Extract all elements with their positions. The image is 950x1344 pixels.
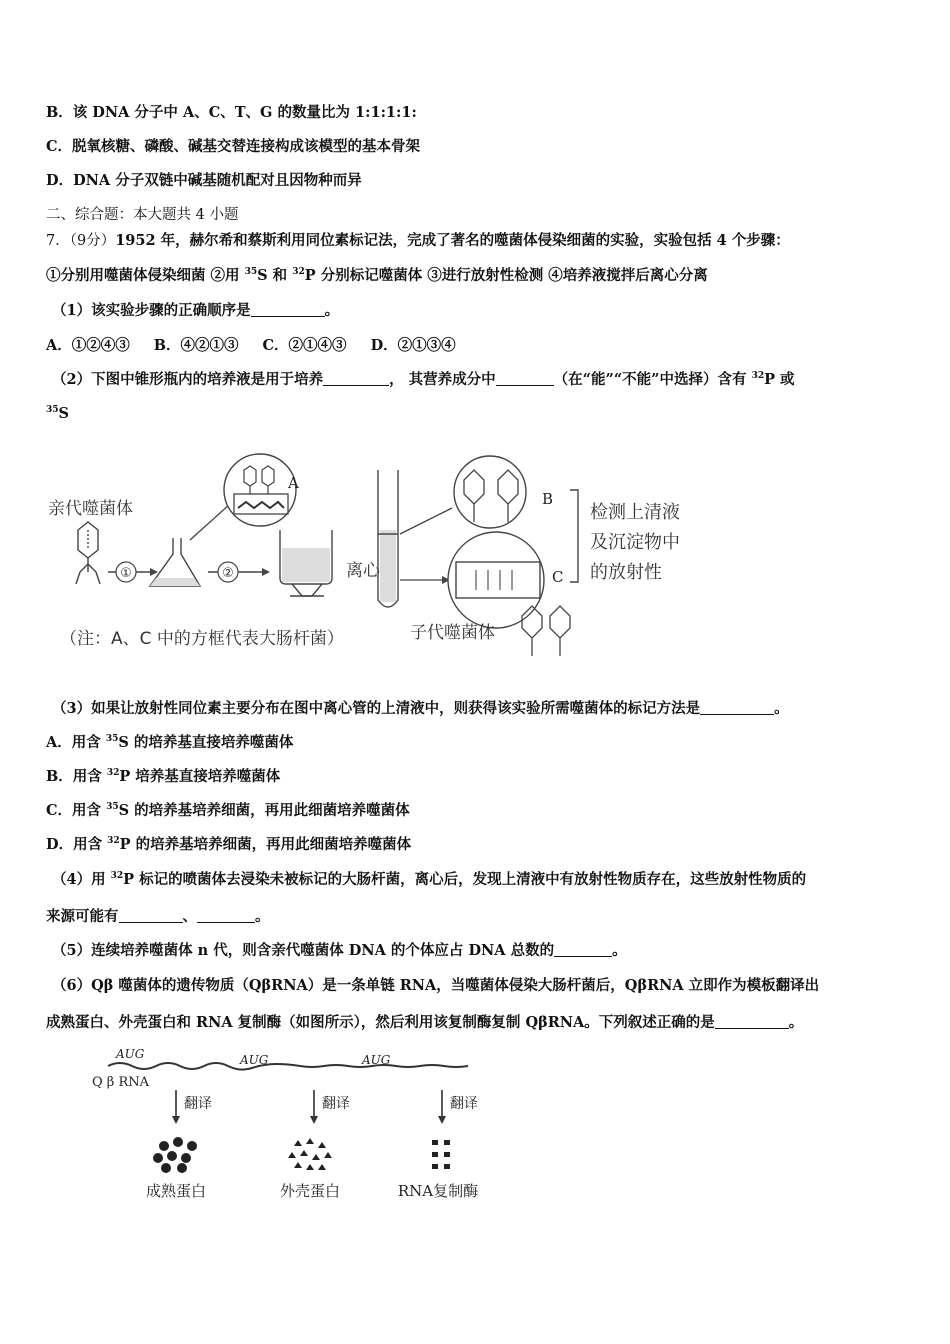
arrow-to-b: [400, 508, 452, 534]
bracket: [570, 490, 578, 582]
circle-c: [448, 532, 544, 628]
p3-option-a: [46, 733, 293, 753]
part6-b: 成熟蛋白、外壳蛋白和 RNA 复制酶（如图所示），然后利用该复制酶复制 QβRNA。下列叙述正确的是: [46, 1014, 715, 1031]
steps-c: P 分别标记噬菌体 ③进行放射性检测 ④培养液搅拌后离心分离: [304, 267, 708, 284]
steps-a: ①分别用噬菌体侵染细菌 ②用: [46, 267, 245, 284]
part4-sup: 32: [110, 871, 124, 881]
q7-part3: [52, 699, 789, 719]
part4-end: 。: [255, 908, 270, 925]
label-b: B: [542, 490, 554, 508]
arrow-2-head: [262, 568, 270, 576]
part6-blank[interactable]: [715, 1014, 789, 1029]
p3-option-b: [46, 767, 280, 787]
q7-part5: [52, 941, 627, 961]
codon-2: AUG: [240, 1053, 269, 1067]
q7-steps: [46, 266, 708, 286]
translate-arrowhead-3: [438, 1116, 446, 1124]
circle-a: [224, 454, 296, 526]
part2-b: ， 其营养成分中: [389, 371, 496, 388]
p1-option-a: A．①②④③: [46, 337, 130, 354]
p3-option-c: [46, 801, 410, 821]
replicase-squares: [432, 1140, 450, 1169]
part4-sep: 、: [182, 908, 197, 925]
p3-c-pre: C．用含: [46, 802, 107, 819]
part2-blank2[interactable]: [496, 371, 554, 386]
qbeta-translation-figure: [88, 1042, 508, 1207]
part3-text: （3）如果让放射性同位素主要分布在图中离心管的上清液中，则获得该实验所需噬菌体的标记方法是: [52, 700, 701, 717]
part4-c: 来源可能有: [46, 908, 119, 925]
p3-d-sup: 32: [107, 836, 120, 846]
p1-option-c: C．②①④③: [262, 337, 347, 354]
translate-label-3: 翻译: [450, 1096, 478, 1112]
p3-d-post: P 的培养基培养细菌，再用此细菌培养噬菌体: [119, 836, 412, 853]
arrow-to-a: [190, 504, 230, 540]
label-c: C: [552, 568, 564, 586]
p1-option-d: D．②①③④: [370, 337, 456, 354]
q7-part4-cont: [46, 907, 270, 927]
q7-part6-cont: [46, 1013, 803, 1033]
translate-label-1: 翻译: [184, 1096, 212, 1112]
p3-b-pre: B．用含: [46, 768, 107, 785]
q7-part6: （6）Qβ 噬菌体的遗传物质（QβRNA）是一条单链 RNA，当噬菌体侵染大肠杆菌后，QβRNA 立即作为模板翻译出: [52, 977, 820, 994]
part2-c: （在“能”“不能”中选择）含有: [553, 371, 752, 388]
product-coat-protein: 外壳蛋白: [279, 1182, 341, 1200]
detect-line-1: 检测上清液: [590, 502, 680, 523]
part2-d: P 或: [764, 371, 795, 388]
steps-b: S 和: [257, 267, 293, 284]
parent-phage-icon: [76, 522, 100, 584]
codon-3: AUG: [362, 1053, 391, 1067]
part1-end: 。: [324, 302, 340, 319]
part6-end: 。: [788, 1014, 804, 1031]
product-mature-protein: 成熟蛋白: [145, 1182, 207, 1200]
translate-arrowhead-2: [310, 1116, 318, 1124]
q7-part2: [52, 370, 795, 390]
part4-a: （4）用: [52, 871, 111, 888]
centrifuge-label: 离心: [346, 561, 380, 581]
part2-sup2: 35: [46, 405, 59, 415]
p3-b-post: P 培养基直接培养噬菌体: [119, 768, 281, 785]
steps-sup-p: 32: [292, 267, 305, 277]
part1-text: （1）该实验步骤的正确顺序是: [52, 302, 251, 319]
translate-arrowhead-1: [172, 1116, 180, 1124]
part2-a: （2）下图中锥形瓶内的培养液是用于培养: [52, 371, 324, 388]
part4-blank1[interactable]: [119, 908, 183, 923]
offspring-label: 子代噬菌体: [410, 623, 495, 643]
q7-stem: [46, 231, 790, 251]
test-tube-icon: [378, 470, 398, 607]
mature-protein-dots: [153, 1137, 197, 1173]
label-a: A: [288, 474, 299, 492]
q7-part4: [52, 870, 806, 890]
parent-phage-label: 亲代噬菌体: [48, 499, 133, 519]
q7-stem-text: 1952 年，赫尔希和蔡斯利用同位素标记法，完成了著名的噬菌体侵染细菌的实验，实验包括 4 个步骤：: [115, 232, 790, 249]
p3-c-sup: 35: [106, 802, 119, 812]
detect-line-3: 的放射性: [590, 562, 662, 583]
phage-experiment-figure: [40, 450, 720, 670]
coat-protein-triangles: [288, 1138, 332, 1170]
q7-part2-cont: [46, 404, 69, 424]
part3-blank[interactable]: [700, 700, 774, 715]
part5-text: （5）连续培养噬菌体 n 代，则含亲代噬菌体 DNA 的个体应占 DNA 总数的: [52, 942, 555, 959]
section-title: 二、综合题：本大题共 4 小题: [46, 207, 239, 223]
q7-number: 7．（9分）: [46, 233, 116, 249]
p3-d-pre: D．用含: [46, 836, 108, 853]
part5-end: 。: [612, 942, 627, 959]
translate-label-2: 翻译: [322, 1096, 350, 1112]
rna-label: Q β RNA: [92, 1075, 149, 1090]
note-label: （注：A、C 中的方框代表大肠杆菌）: [60, 629, 344, 649]
p1-option-b: B．④②①③: [153, 337, 239, 354]
p3-option-d: [46, 835, 411, 855]
p3-a-post: S 的培养基直接培养噬菌体: [118, 734, 294, 751]
option-b: B．该 DNA 分子中 A、C、T、G 的数量比为 1:1:1:1:: [46, 104, 417, 121]
part2-blank1[interactable]: [323, 371, 389, 386]
arrow-1-head: [150, 568, 158, 576]
circle-b: [454, 456, 526, 528]
p3-b-sup: 32: [106, 768, 120, 778]
p3-c-post: S 的培养基培养细菌，再用此细菌培养噬菌体: [118, 802, 410, 819]
p3-a-pre: A．用含: [46, 734, 106, 751]
detect-line-2: 及沉淀物中: [590, 532, 680, 553]
rna-strand: [108, 1063, 468, 1070]
p3-a-sup: 35: [105, 734, 119, 744]
part3-end: 。: [774, 700, 789, 717]
part4-blank2[interactable]: [197, 908, 255, 923]
part5-blank[interactable]: [554, 942, 612, 957]
part1-blank[interactable]: [251, 302, 325, 317]
codon-1: AUG: [116, 1047, 145, 1061]
step2-label: ②: [222, 566, 234, 581]
part2-sup: 32: [751, 371, 765, 381]
part4-b: P 标记的喷菌体去浸染未被标记的大肠杆菌，离心后，发现上清液中有放射性物质存在，这些放射性物质的: [123, 871, 807, 888]
flask-icon: [150, 538, 200, 586]
q7-part1: [52, 301, 339, 321]
step1-label: ①: [120, 566, 132, 581]
option-c: C．脱氧核糖、磷酸、碱基交替连接构成该模型的基本骨架: [46, 138, 421, 155]
part2-e: S: [58, 405, 70, 422]
option-d: D．DNA 分子双链中碱基随机配对且因物种而异: [46, 172, 362, 189]
steps-sup-s: 35: [244, 267, 258, 277]
product-replicase: RNA复制酶: [397, 1182, 479, 1200]
beaker-icon: [280, 530, 332, 596]
q7-part1-options: [46, 336, 456, 356]
